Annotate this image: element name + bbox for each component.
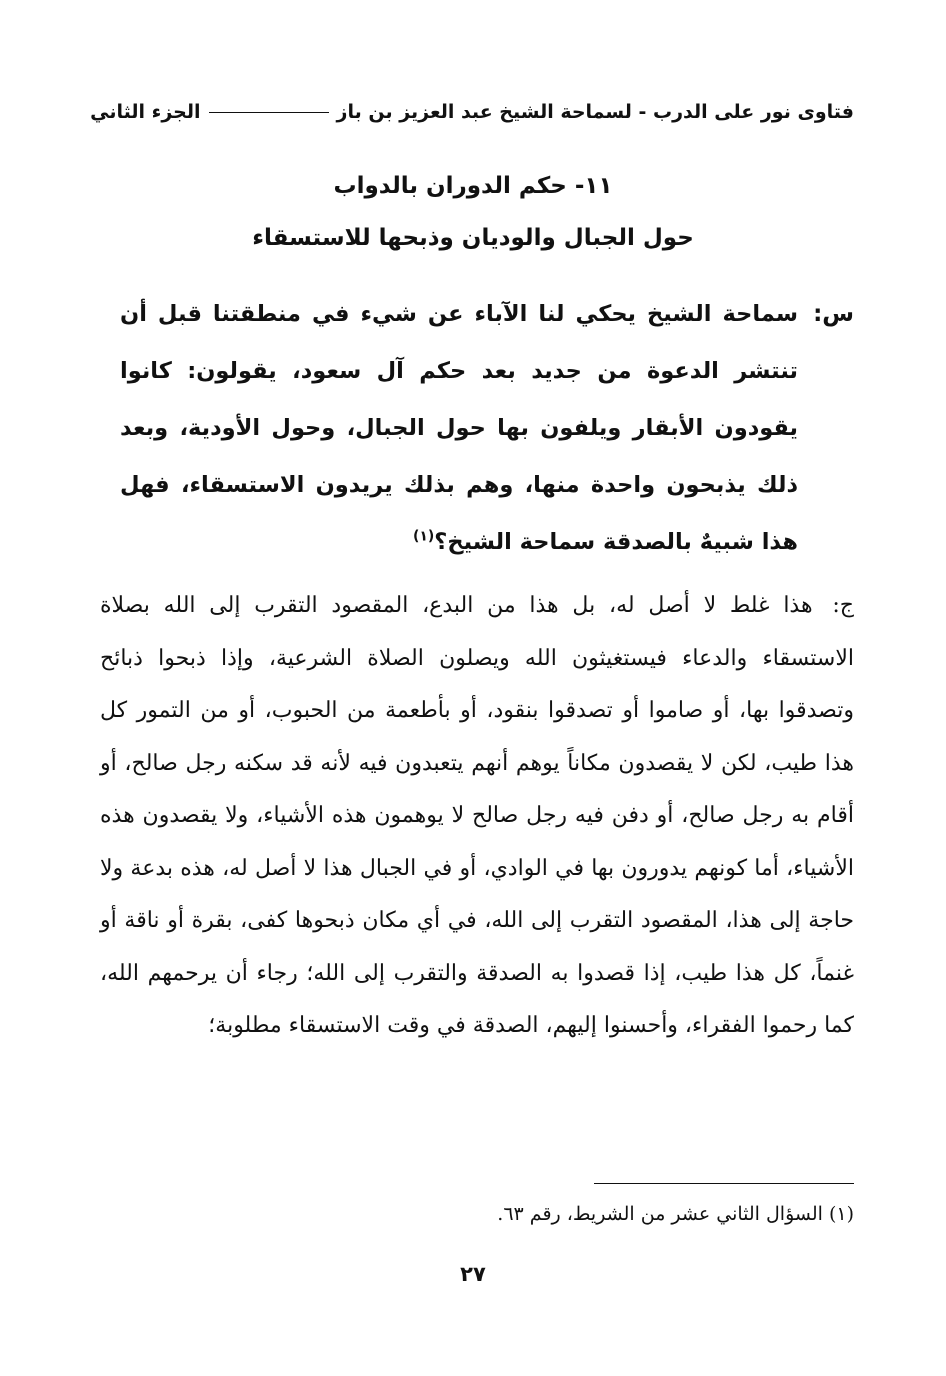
question-block	[120, 286, 854, 571]
header-dash-rule	[209, 112, 329, 113]
footnote-reference: (١)	[412, 528, 435, 545]
running-header-title-group	[201, 101, 854, 123]
book-title: فتاوى نور على الدرب - لسماحة الشيخ عبد العزيز بن باز	[336, 101, 854, 123]
page-number: ٢٧	[460, 1262, 486, 1286]
footnote: (١) السؤال الثاني عشر من الشريط، رقم ٦٣.	[497, 1203, 854, 1225]
footnote-separator	[594, 1183, 854, 1184]
chapter-title-line-1: ١١- حكم الدوران بالدواب	[333, 173, 613, 199]
chapter-title-line-2: حول الجبال والوديان وذبحها للاستسقاء	[252, 225, 694, 251]
running-header	[90, 92, 854, 132]
answer-text: هذا غلط لا أصل له، بل هذا من البدع، المقصود التقرب إلى الله بصلاة الاستسقاء والدعاء فيستغيثون الله ويصلون الصلاة الشرعية، وإذا ذبحوا ذبائح وتصدقوا بها، أو صاموا أو تصدقوا بنقود، أو بأطعمة من الحبوب، أو من التمور كل هذا طيب، لكن لا يقصدون مكاناً يوهم أنهم يتعبدون فيه لأنه قد سكنه رجل صالح، أو أقام به رجل صالح، أو دفن فيه رجل صالح لا يوهمون هذه الأشياء، ولا يقصدون هذه الأشياء، أما كونهم يدورون بها في الوادي، أو في الجبال هذا لا أصل له، هذه بدعة ولا حاجة إلى هذا، المقصود التقرب إلى الله، في أي مكان ذبحوها كفى، بقرة أو ناقة أو غنماً، كل هذا طيب، إذا قصدوا به الصدقة والتقرب إلى الله؛ رجاء أن يرحمهم الله، كما رحموا الفقراء، وأحسنوا إليهم، الصدقة في وقت الاستسقاء مطلوبة؛	[100, 593, 854, 1038]
question-label: س:	[813, 301, 854, 327]
chapter-title	[100, 160, 846, 264]
answer-block	[100, 580, 854, 1053]
question-body	[120, 286, 798, 571]
question-text: سماحة الشيخ يحكي لنا الآباء عن شيء في منطقتنا قبل أن تنتشر الدعوة من جديد بعد حكم آل سعود، يقولون: كانوا يقودون الأبقار ويلفون بها حول الجبال، وحول الأودية، وبعد ذلك يذبحون واحدة منها، وهم بذلك يريدون الاستسقاء، فهل هذا شبيهٌ بالصدقة سماحة الشيخ؟	[120, 301, 798, 555]
answer-label: ج:	[832, 593, 854, 618]
volume-label: الجزء الثاني	[90, 101, 201, 123]
